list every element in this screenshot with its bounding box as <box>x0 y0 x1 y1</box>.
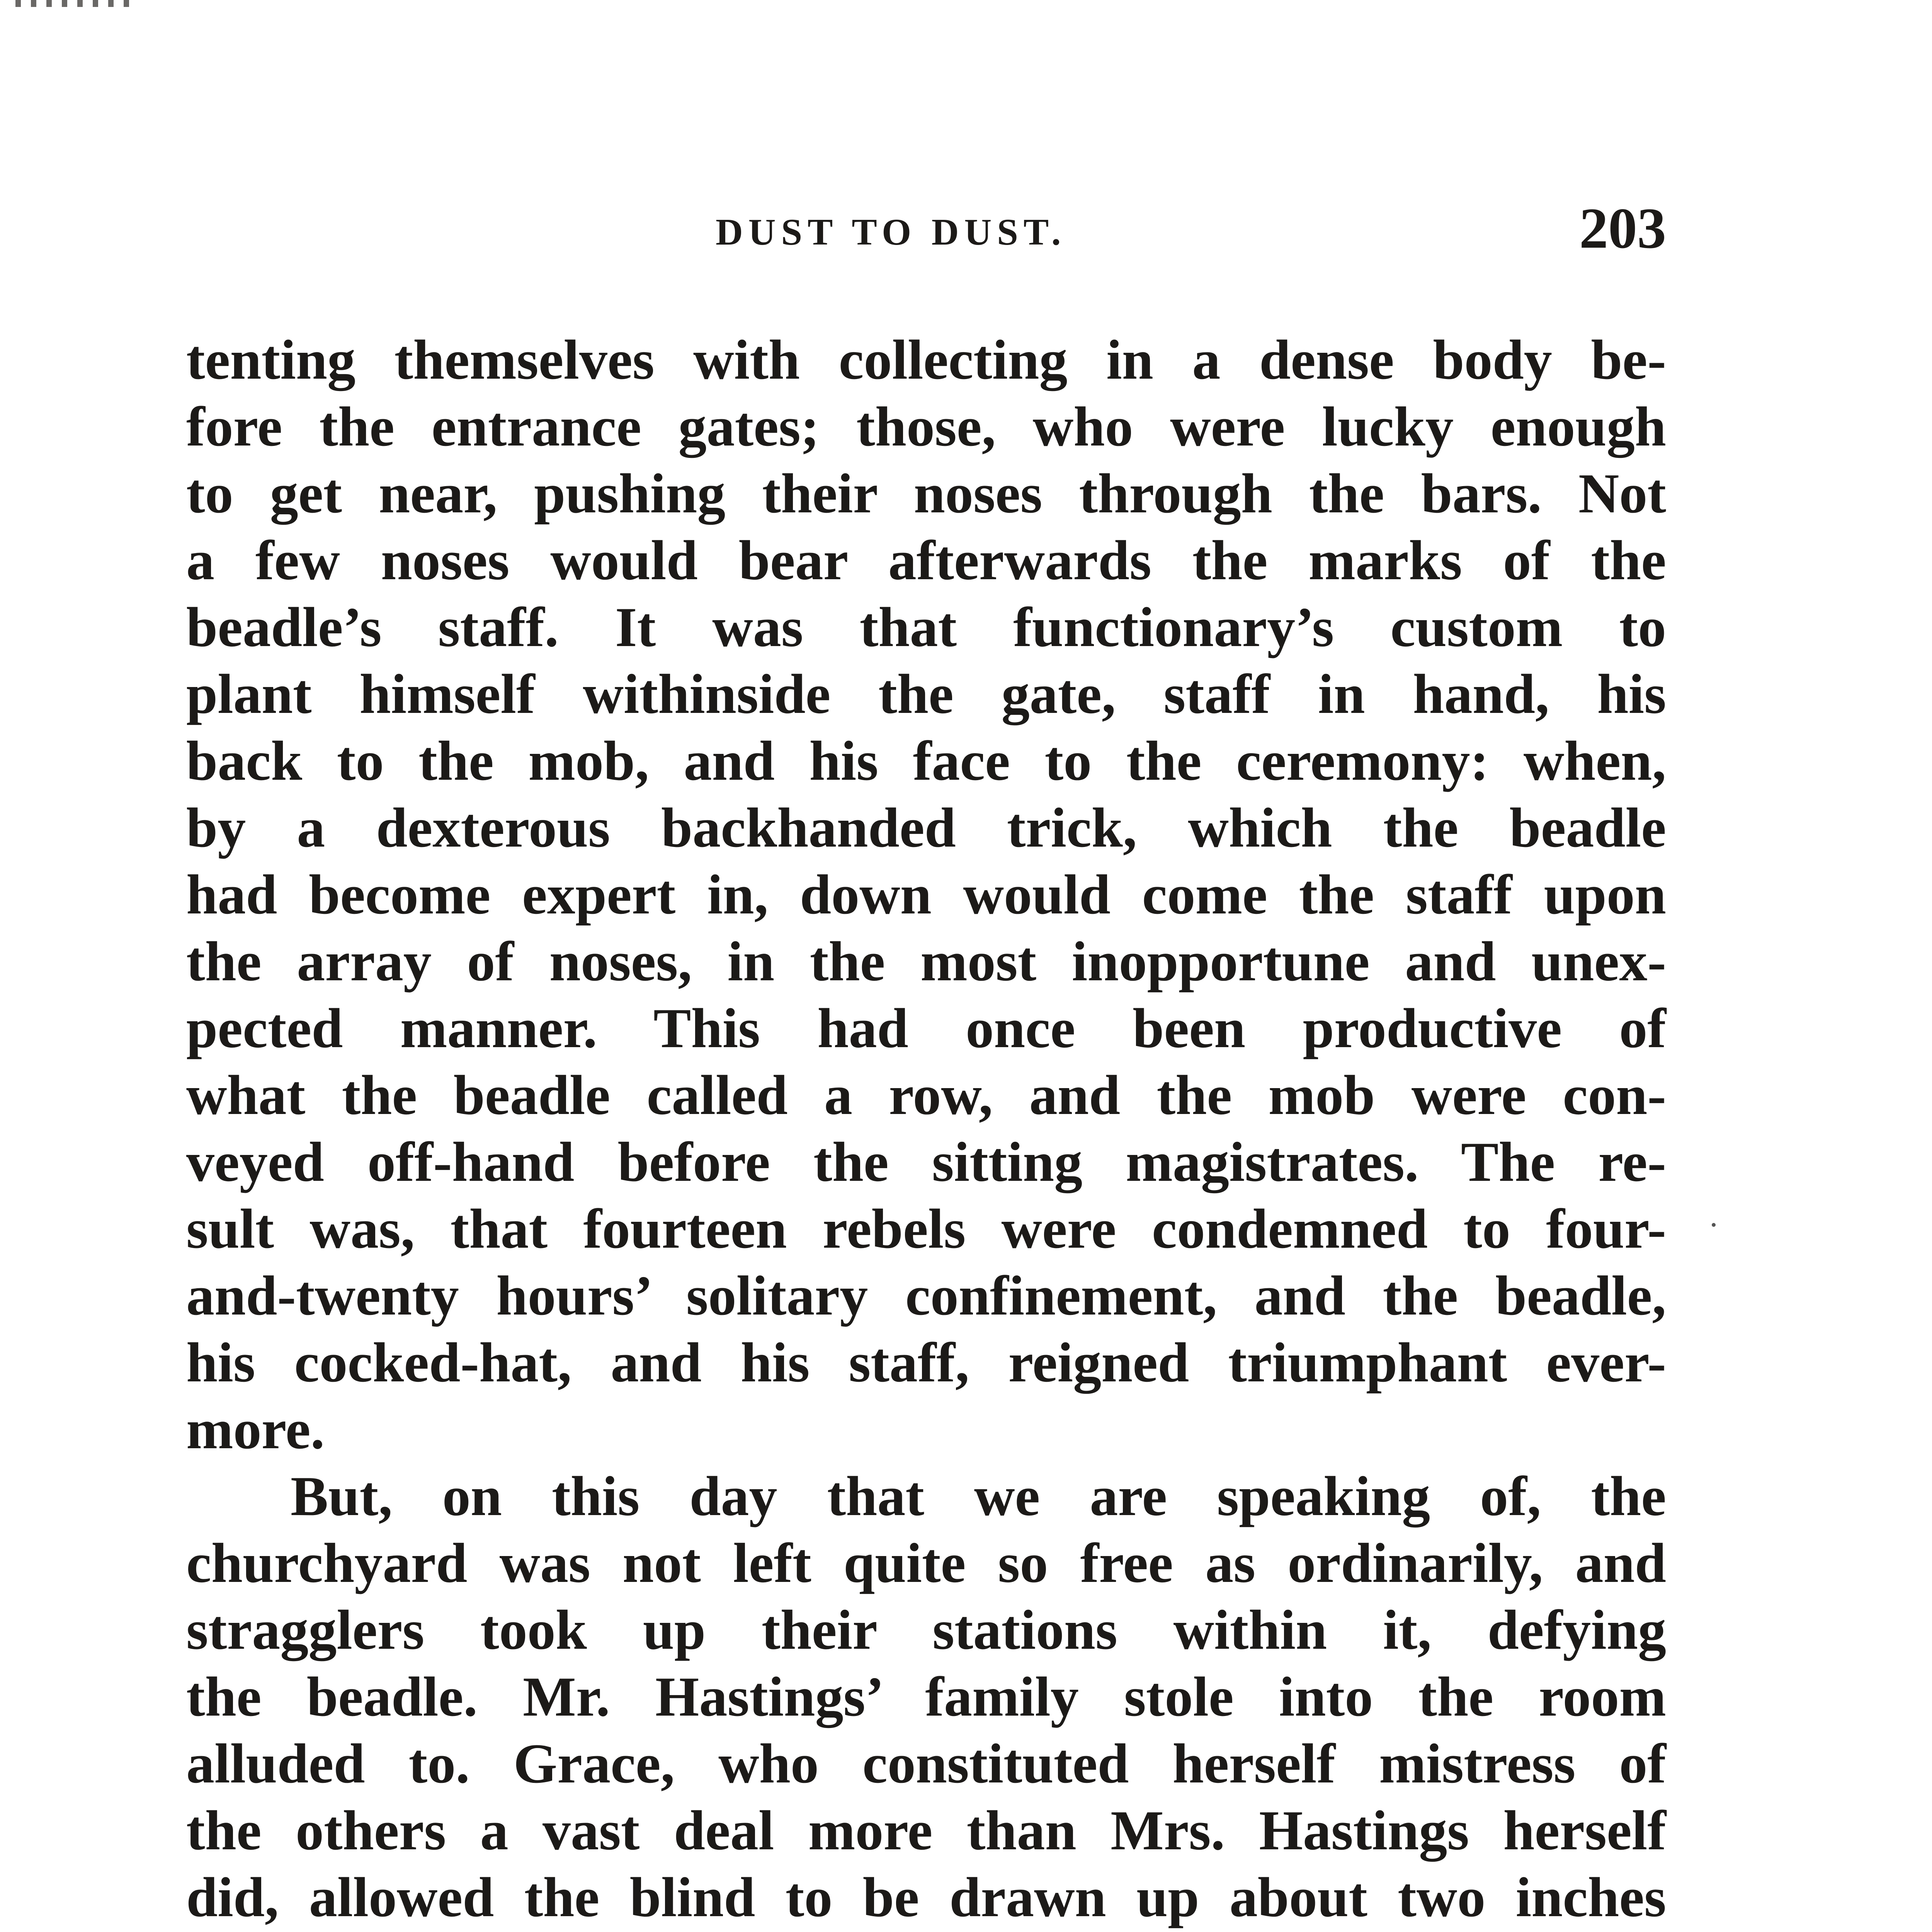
text-line: beadle’s staff. It was that functionary’s custom to <box>186 596 1666 658</box>
text-line: stragglers took up their stations within it, defying <box>186 1599 1666 1661</box>
text-line: fore the entrance gates; those, who were lucky enough <box>186 395 1666 458</box>
text-line: alluded to. Grace, who constituted herself mistress of <box>186 1732 1666 1795</box>
body-text <box>186 327 1666 1932</box>
text-line: veyed off-hand before the sitting magistrates. The re- <box>186 1131 1666 1193</box>
paragraph-first-line: But, on this day that we are speaking of, the <box>291 1465 1666 1527</box>
running-title: DUST TO DUST. <box>716 211 1066 253</box>
text-line: churchyard was not left quite so free as ordinarily, and <box>186 1532 1666 1594</box>
text-line: his cocked-hat, and his staff, reigned triumphant ever- <box>186 1331 1666 1394</box>
text-line: back to the mob, and his face to the ceremony: when, <box>186 730 1666 792</box>
text-line: did, allowed the blind to be drawn up about two inches <box>186 1866 1666 1929</box>
page-header <box>186 195 1666 260</box>
text-line: sult was, that fourteen rebels were condemned to four- <box>186 1197 1666 1260</box>
text-line: pected manner. This had once been productive of <box>186 997 1666 1060</box>
text-line: and-twenty hours’ solitary confinement, and the beadle, <box>186 1264 1666 1327</box>
text-line: the array of noses, in the most inopportune and unex- <box>186 930 1666 993</box>
text-line: tenting themselves with collecting in a dense body be- <box>186 328 1666 391</box>
text-line: the beadle. Mr. Hastings’ family stole into the room <box>186 1665 1666 1728</box>
text-line: what the beadle called a row, and the mob were con- <box>186 1064 1666 1126</box>
text-line: the others a vast deal more than Mrs. Hastings herself <box>186 1799 1666 1862</box>
text-line: by a dexterous backhanded trick, which the beadle <box>186 796 1666 859</box>
text-line: had become expert in, down would come the staff upon <box>186 863 1666 926</box>
scan-corner-artifact <box>15 0 131 7</box>
page-number: 203 <box>1579 196 1666 260</box>
text-line: a few noses would bear afterwards the marks of the <box>186 529 1666 592</box>
text-line: to get near, pushing their noses through the bars. Not <box>186 462 1666 525</box>
text-line: plant himself withinside the gate, staff in hand, his <box>186 663 1666 725</box>
text-line: more. <box>186 1398 325 1461</box>
scan-speck <box>1712 1223 1716 1227</box>
